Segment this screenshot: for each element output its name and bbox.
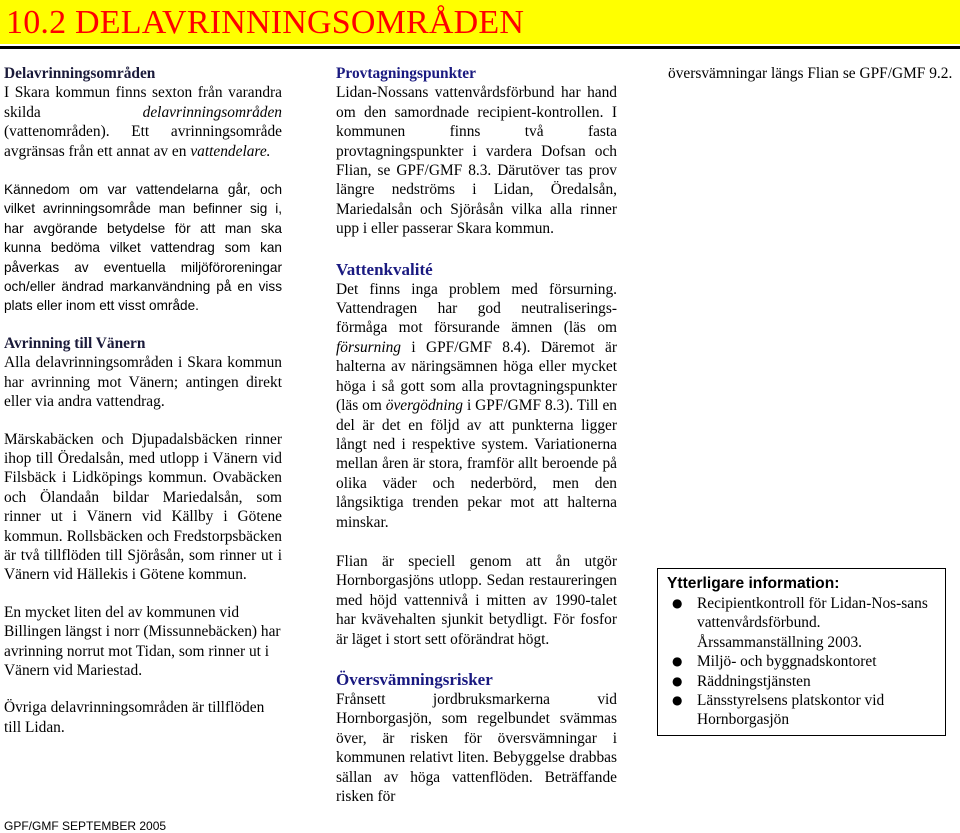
list-item: ● Räddningstjänsten [672, 672, 811, 690]
title-bar [0, 0, 960, 44]
provtagning-paragraph: Lidan-Nossans vattenvårdsförbund har hand om den samordnade recipient-kontrollen. I kommunen finns två fasta provtagningspunkter i vardera Dofsan och Flian, se GPF/GMF 8.3. Därutöver tas prov längre nedströms i Lidan, Öredalsån, Mariedalsån och Sjöråsån vilka alla rinner upp i eller passerar Skara kommun. [336, 84, 617, 238]
list-item: ● Miljö- och byggnadskontoret [672, 653, 877, 671]
heading-avrinning-vanern: Avrinning till Vänern [4, 334, 146, 352]
oversvamning-continued: översvämningar längs Flian se GPF/GMF 9.2. [668, 65, 953, 82]
lidan-paragraph: Övriga delavrinningsområden är tillflöden till Lidan. [4, 699, 265, 736]
column-left [4, 64, 282, 737]
page-footer: GPF/GMF SEPTEMBER 2005 [4, 819, 167, 833]
billingen-paragraph: En mycket liten del av kommunen vid Billingen längst i norr (Missunnebäcken) har avrinning norrut mot Tidan, som rinner ut i Vänern vid Mariestad. [4, 603, 281, 679]
bullet-icon: ● [672, 654, 683, 669]
list-item: ● Länsstyrelsens platskontor vid Hornborgasjön [672, 692, 885, 729]
vattendelare-paragraph: Kännedom om var vattendelarna går, och vilket avrinningsområde man befinner sig i, har avgörande betydelse för att man ska kunna bedöma vilket vattendrag som kan påverkas av eventuella miljöföroreningar och/eller ändrad markanvändning på en viss plats eller inom ett visst område. [4, 182, 282, 314]
heading-vattenkvalite: Vattenkvalité [336, 259, 433, 279]
info-list [658, 594, 945, 730]
title-rule [0, 46, 960, 49]
oversvamning-paragraph: Frånsett jordbruksmarkerna vid Hornborgasjön, som regelbundet svämmas över, är risken för översvämningar i kommunen relativt liten. Bebyggelse drabbas sällan av höga vattenflöden. Beträffande risken för [336, 690, 617, 805]
bullet-icon: ● [672, 693, 683, 708]
list-item: ● Recipientkontroll för Lidan-Nos-sans vattenvårdsförbund. Årssammanställning 2003. [672, 595, 928, 651]
vattenkvalite-paragraph: Det finns inga problem med försurning. Vattendragen har god neutraliserings-förmåga mot försurande ämnen (läs om försurning i GPF/GMF 8.4). Däremot är halterna av näringsämnen höga eller mycket höga i så gott som alla provtagningspunkter (läs om övergödning i GPF/GMF 8.3). Till en del är det en följd av att punkterna ligger långt ned i respektive system. Variationerna mellan åren är stora, framför allt beroende på olika väder och nederbörd, men den långsiktiga trenden pekar mot att halterna minskar. [336, 280, 618, 531]
flian-paragraph: Flian är speciell genom att ån utgör Hornborgasjöns utlopp. Sedan restaureringen med höjd vattennivå i mitten av 1990-talet har kvävehalten sjunkit betydligt. För fosfor är läget i stort sett oförändrat högt. [336, 552, 617, 648]
info-box [657, 568, 946, 736]
heading-delavrinningsomraden: Delavrinningsområden [4, 65, 156, 82]
bullet-icon: ● [672, 596, 683, 610]
tributaries-paragraph: Märskabäcken och Djupadalsbäcken rinner ihop till Öredalsån, med utlopp i Vänern vid Filsbäck i Lidköpings kommun. Ovabäcken och Ölandaån bildar Mariedalsån, som rinner ut i Vänern vid Källby i Götene kommun. Rollsbäcken och Fredstorpsbäcken är två tillflöden till Sjöråsån, som rinner ut i Vänern vid Hällekis i Götene kommun. [4, 430, 282, 584]
page-title: 10.2 DELAVRINNINGSOMRÅDEN [6, 4, 525, 41]
intro-paragraph: I Skara kommun finns sexton från varandra skilda delavrinningsområden (vattenområden). Ett avrinningsområde avgränsas från ett annat av en vattendelare. [4, 84, 282, 160]
heading-oversvamningsrisker: Översvämningsrisker [336, 669, 493, 689]
column-middle [336, 64, 617, 806]
heading-provtagningspunkter: Provtagningspunkter [336, 65, 476, 82]
bullet-icon: ● [672, 673, 683, 688]
info-box-title: Ytterligare information: [667, 575, 840, 592]
vanern-paragraph: Alla delavrinningsområden i Skara kommun har avrinning mot Vänern; antingen direkt eller via andra vattendrag. [4, 354, 282, 411]
column-right [668, 64, 956, 83]
